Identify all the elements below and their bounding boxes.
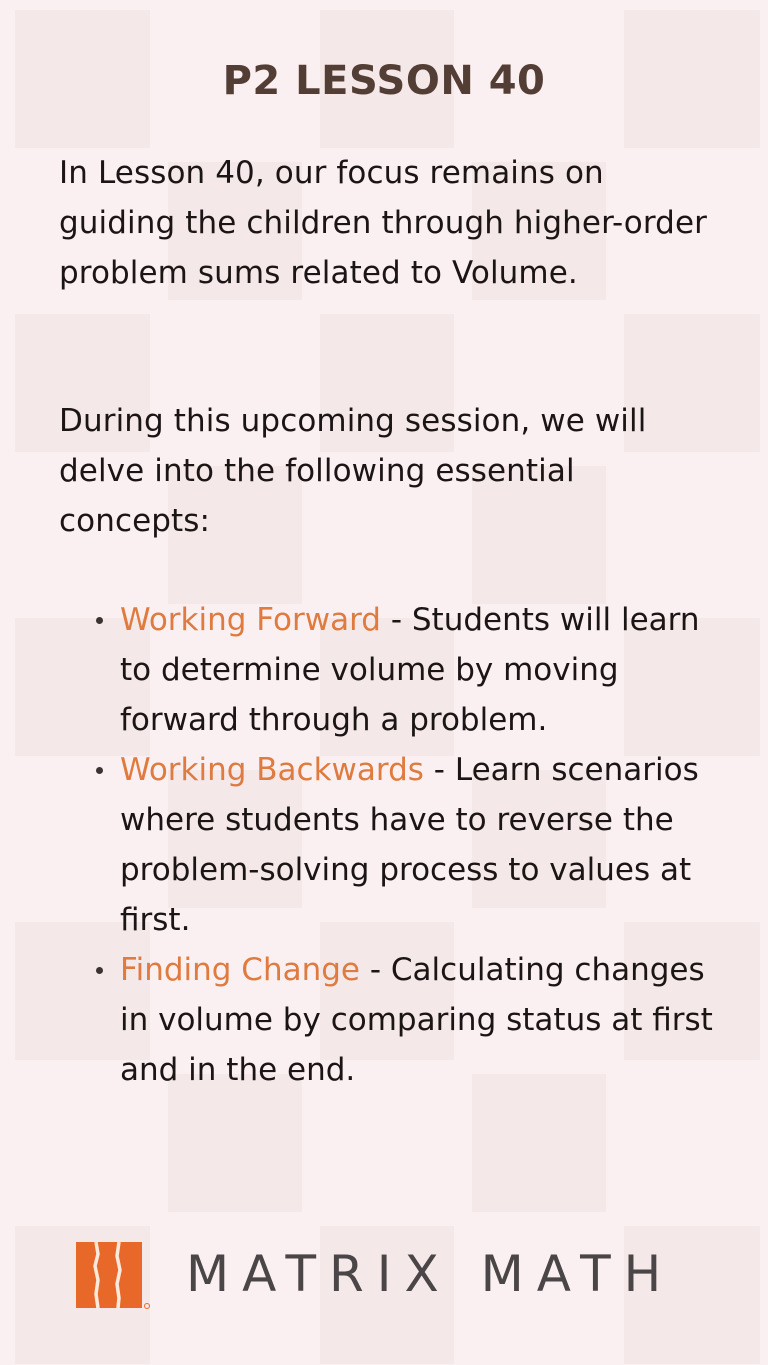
- concept-separator: -: [380, 602, 412, 638]
- bullet-icon: [96, 617, 103, 624]
- concept-separator: -: [360, 952, 391, 988]
- brand-name: MATRIX MATH: [186, 1245, 675, 1303]
- concept-description: Calculating changes in volume by comparing status at first and in the end.: [120, 952, 713, 1088]
- list-item: [90, 745, 730, 945]
- concept-term: Working Backwards: [120, 752, 424, 788]
- brand-logo: [76, 1238, 736, 1310]
- intro-paragraph: In Lesson 40, our focus remains on guiding the children through higher-order problem sums related to Volume.: [59, 155, 707, 291]
- concept-description: Learn scenarios where students have to reverse the problem-solving process to values at first.: [120, 752, 699, 938]
- concept-list: [90, 595, 730, 1095]
- concept-term: Working Forward: [120, 602, 381, 638]
- list-item: [90, 595, 730, 745]
- lead-in-paragraph: During this upcoming session, we will delve into the following essential concepts:: [59, 403, 647, 539]
- page-title: P2 LESSON 40: [222, 58, 546, 104]
- concept-description: Students will learn to determine volume by moving forward through a problem.: [120, 602, 700, 738]
- bullet-icon: [96, 767, 103, 774]
- list-item: [90, 945, 730, 1095]
- concept-separator: -: [423, 752, 455, 788]
- bullet-icon: [96, 967, 103, 974]
- concept-term: Finding Change: [120, 952, 360, 988]
- matrix-math-logo-icon: [76, 1240, 144, 1308]
